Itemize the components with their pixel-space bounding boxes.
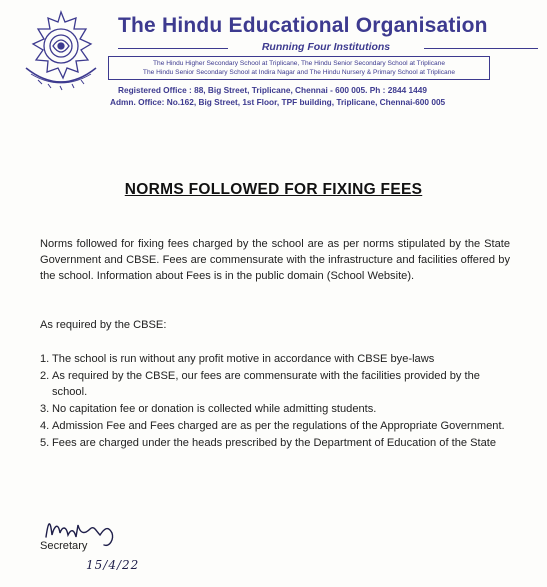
- norm-text: Fees are charged under the heads prescribed by the Department of Education of the State: [52, 436, 497, 449]
- norm-text: No capitation fee or donation is collected while admitting students.: [52, 402, 377, 415]
- handwritten-date: 15/4/22: [86, 558, 140, 572]
- norms-list: [40, 352, 515, 453]
- institutions-box: [108, 56, 490, 80]
- norm-item: [40, 419, 515, 435]
- institutions-line-2: The Hindu Senior Secondary School at Indira Nagar and The Hindu Nursery & Primary School at Triplicane: [142, 69, 456, 76]
- required-by-cbse-label: As required by the CBSE:: [40, 319, 167, 331]
- norm-item: [40, 402, 515, 418]
- organisation-emblem-icon: [18, 8, 104, 98]
- norm-number: 5.: [40, 436, 50, 449]
- tagline-rule-left: [118, 48, 228, 49]
- institutions-line-1: The Hindu Higher Secondary School at Triplicane, The Hindu Senior Secondary School at Triplicane: [153, 60, 445, 67]
- norm-text: The school is run without any profit motive in accordance with CBSE bye-laws: [52, 353, 435, 365]
- intro-paragraph: Norms followed for fixing fees charged by the school are as per norms stipulated by the State Government and CBSE. Fees are commensurate with the infrastructure and facilities offered by the school. Information about Fees is in the public domain (School Website).: [40, 238, 510, 282]
- norm-item: [40, 436, 515, 452]
- document-title: NORMS FOLLOWED FOR FIXING FEES: [124, 181, 423, 198]
- registered-office-address: Registered Office : 88, Big Street, Triplicane, Chennai - 600 005. Ph : 2844 1449: [118, 85, 427, 95]
- norm-number: 3.: [40, 402, 50, 415]
- norm-number: 1.: [40, 353, 50, 365]
- tagline: Running Four Institutions: [261, 41, 391, 53]
- signatory-title: Secretary: [40, 540, 88, 552]
- tagline-row: [118, 41, 538, 55]
- norm-text: Admission Fee and Fees charged are as per the regulations of the Appropriate Government.: [52, 419, 505, 432]
- tagline-rule-right: [424, 48, 538, 49]
- norm-item: [40, 352, 515, 368]
- norm-number: 2.: [40, 370, 50, 382]
- admin-office-address: Admn. Office: No.162, Big Street, 1st Floor, TPF building, Triplicane, Chennai-600 005: [110, 97, 446, 107]
- norm-number: 4.: [40, 419, 50, 432]
- norm-text: As required by the CBSE, our fees are commensurate with the facilities provided by the school.: [52, 370, 480, 398]
- norm-item: [40, 369, 515, 400]
- organisation-name: The Hindu Educational Organisation: [118, 14, 488, 37]
